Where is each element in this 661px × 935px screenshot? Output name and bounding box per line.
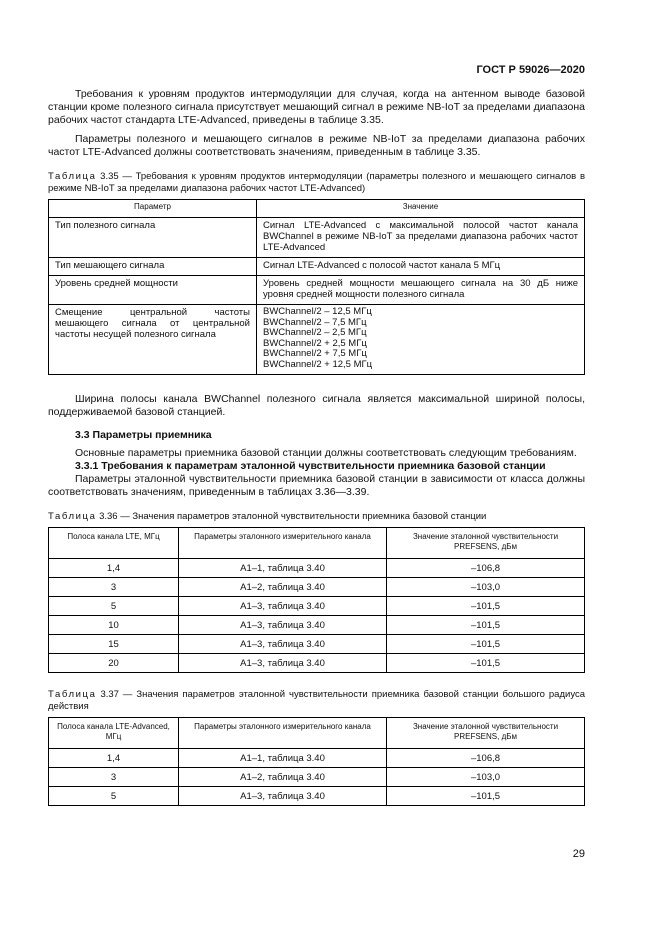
paragraph-intermodulation: Требования к уровням продуктов интермодуляции для случая, когда на антенном выводе базовой станции кроме полезного сигнала присутствует мешающий сигнал в режиме NB-IoT за пределами диапазона рабочих частот стандарта LTE-Advanced, приведены в таблице 3.35. [48,88,585,126]
caption-word: Таблица [48,171,97,182]
section-3-3-heading [75,429,585,441]
table-row [49,654,585,673]
paragraph-sensitivity: Параметры эталонной чувствительности приемника базовой станции в зависимости от класса должны соответствовать значениям, приведенным в таблицах 3.36—3.39. [48,473,585,498]
column-header: Значение эталонной чувствительности PREFSENS, дБм [387,528,585,559]
table-row [49,218,585,258]
sensitivity-cell: –106,8 [387,749,585,768]
column-header-value: Значение [257,200,585,218]
sensitivity-cell: –103,0 [387,578,585,597]
table-row [49,597,585,616]
column-header-param: Параметр [49,200,257,218]
table-row [49,787,585,806]
channel-cell: А1–1, таблица 3.40 [179,749,387,768]
bandwidth-cell: 5 [49,787,179,806]
subsection-title: Требования к параметрам эталонной чувствительности приемника базовой станции [101,460,546,472]
section-number: 3.3 [75,429,90,441]
standard-header: ГОСТ Р 59026—2020 [476,64,585,76]
bandwidth-cell: 3 [49,768,179,787]
table-3-37-caption [48,689,585,713]
channel-cell: А1–3, таблица 3.40 [179,654,387,673]
offset-item: BWChannel/2 – 7,5 МГц [263,316,367,328]
table-row [49,305,585,375]
column-header: Полоса канала LTE-Advanced, МГц [49,718,179,749]
param-cell: Уровень средней мощности [49,276,257,305]
channel-cell: А1–2, таблица 3.40 [179,768,387,787]
value-cell: Уровень средней мощности мешающего сигнала на 30 дБ ниже уровня средней мощности полезного сигнала [257,276,585,305]
offset-item: BWChannel/2 + 2,5 МГц [263,337,367,349]
paragraph-receiver: Основные параметры приемника базовой станции должны соответствовать следующим требованиям. [75,447,577,459]
table-row [49,258,585,276]
table-header-row [49,200,585,218]
param-cell: Тип полезного сигнала [49,218,257,258]
table-row [49,578,585,597]
caption-text: 3.36 — Значения параметров эталонной чувствительности приемника базовой станции [96,511,487,522]
table-3-35-caption [48,171,585,195]
paragraph-signal-params: Параметры полезного и мешающего сигналов в режиме NB-IoT за пределами диапазона рабочих частот LTE-Advanced должны соответствовать значениям, приведенным в таблице 3.35. [48,133,585,158]
sensitivity-cell: –101,5 [387,654,585,673]
sensitivity-cell: –101,5 [387,616,585,635]
table-header-row [49,718,585,749]
channel-cell: А1–3, таблица 3.40 [179,787,387,806]
channel-cell: А1–3, таблица 3.40 [179,635,387,654]
caption-text: 3.35 — Требования к уровням продуктов интермодуляции (параметры полезного и мешающего сигналов в режиме NB-IoT за пределами диапазона рабочих частот LTE-Advanced) [48,171,585,194]
param-cell: Тип мешающего сигнала [49,258,257,276]
caption-word: Таблица [48,689,97,700]
channel-cell: А1–3, таблица 3.40 [179,597,387,616]
bandwidth-cell: 1,4 [49,559,179,578]
value-cell: Сигнал LTE-Advanced с полосой частот канала 5 МГц [257,258,585,276]
caption-text: 3.37 — Значения параметров эталонной чувствительности приемника базовой станции большого радиуса действия [48,689,585,712]
sensitivity-cell: –101,5 [387,635,585,654]
section-3-3-1-heading [75,460,585,473]
table-row [49,559,585,578]
column-header: Значение эталонной чувствительности PREFSENS, дБм [387,718,585,749]
caption-word: Таблица [48,511,97,522]
table-3-37 [48,717,585,806]
table-row [49,768,585,787]
table-3-36-caption [48,511,585,523]
offset-item: BWChannel/2 – 12,5 МГц [263,306,372,317]
subsection-number: 3.3.1 [75,460,99,472]
column-header: Параметры эталонного измерительного канала [179,528,387,559]
page-number: 29 [572,848,585,860]
offset-item: BWChannel/2 – 2,5 МГц [263,327,367,338]
value-cell: Сигнал LTE-Advanced с максимальной полосой частот канала BWChannel в режиме NB-IoT за пределами диапазона рабочих частот LTE-Advanced [257,218,585,258]
bandwidth-cell: 3 [49,578,179,597]
bandwidth-cell: 10 [49,616,179,635]
sensitivity-cell: –101,5 [387,597,585,616]
bandwidth-cell: 1,4 [49,749,179,768]
bandwidth-cell: 5 [49,597,179,616]
table-row [49,749,585,768]
channel-cell: А1–2, таблица 3.40 [179,578,387,597]
offset-item: BWChannel/2 + 7,5 МГц [263,348,367,359]
column-header: Полоса канала LTE, МГц [49,528,179,559]
offset-item: BWChannel/2 + 12,5 МГц [263,358,373,370]
paragraph-bwchannel: Ширина полосы канала BWChannel полезного сигнала является максимальной шириной полосы, поддерживаемой базовой станцией. [48,393,585,418]
table-header-row [49,528,585,559]
sensitivity-cell: –103,0 [387,768,585,787]
sensitivity-cell: –101,5 [387,787,585,806]
table-row [49,635,585,654]
bandwidth-cell: 20 [49,654,179,673]
column-header: Параметры эталонного измерительного канала [179,718,387,749]
param-cell: Смещение центральной частоты мешающего сигнала от центральной частоты несущей полезного сигнала [49,305,257,375]
table-row [49,276,585,305]
bandwidth-cell: 15 [49,635,179,654]
channel-cell: А1–1, таблица 3.40 [179,559,387,578]
table-3-36 [48,527,585,673]
sensitivity-cell: –106,8 [387,559,585,578]
page-content [48,88,585,806]
offset-list-cell [257,305,585,375]
table-3-35 [48,199,585,375]
table-row [49,616,585,635]
section-title: Параметры приемника [92,429,212,441]
channel-cell: А1–3, таблица 3.40 [179,616,387,635]
